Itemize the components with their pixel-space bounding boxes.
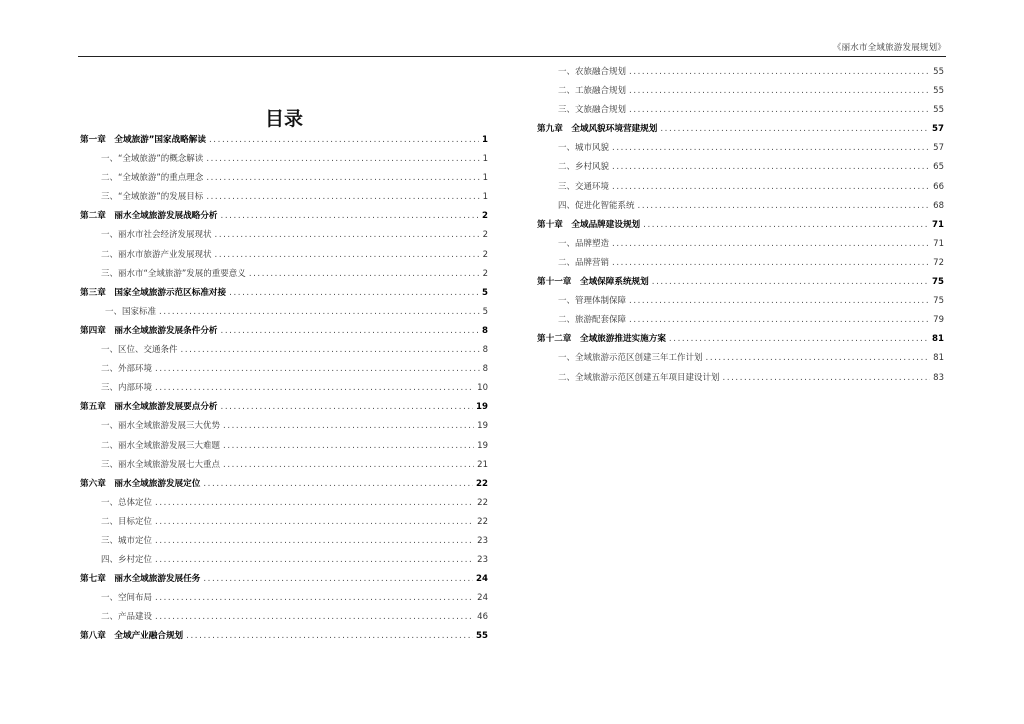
toc-entry-title: 一、丽水全域旅游发展三大优势 bbox=[101, 421, 221, 432]
toc-leader-dots bbox=[215, 250, 480, 260]
toc-entry-page: 8 bbox=[482, 325, 488, 336]
toc-section-entry[interactable] bbox=[80, 496, 488, 515]
toc-entry-page: 2 bbox=[482, 249, 488, 260]
toc-chapter-entry[interactable] bbox=[80, 629, 488, 648]
toc-leader-dots bbox=[723, 373, 931, 383]
toc-leader-dots bbox=[203, 479, 473, 489]
toc-leader-dots bbox=[629, 315, 930, 325]
toc-entry-title: 二、产品建设 bbox=[101, 612, 153, 623]
toc-entry-title: 第五章 丽水全域旅游发展要点分析 bbox=[80, 402, 218, 413]
toc-section-entry[interactable] bbox=[80, 591, 488, 610]
toc-entry-page: 5 bbox=[482, 287, 488, 298]
toc-entry-page: 1 bbox=[482, 135, 488, 145]
toc-section-entry[interactable] bbox=[80, 419, 488, 438]
toc-entry-page: 21 bbox=[477, 459, 488, 470]
toc-entry-page: 71 bbox=[933, 238, 944, 249]
toc-entry-title: 第十章 全域品牌建设规划 bbox=[537, 219, 641, 230]
toc-entry-page: 65 bbox=[933, 162, 944, 173]
toc-entry-title: 第十二章 全域旅游推进实施方案 bbox=[537, 334, 666, 345]
toc-leader-dots bbox=[221, 326, 480, 336]
toc-entry-title: 三、城市定位 bbox=[101, 535, 153, 546]
toc-leader-dots bbox=[249, 269, 480, 279]
toc-entry-page: 19 bbox=[477, 421, 488, 432]
toc-chapter-entry[interactable] bbox=[80, 400, 488, 419]
toc-column-right bbox=[537, 65, 944, 390]
toc-entry-page: 55 bbox=[933, 67, 944, 77]
toc-leader-dots bbox=[643, 220, 929, 230]
toc-entry-page: 1 bbox=[482, 192, 488, 203]
toc-leader-dots bbox=[155, 593, 474, 603]
toc-entry-title: 一、丽水市社会经济发展现状 bbox=[101, 230, 212, 241]
toc-section-entry[interactable] bbox=[80, 381, 488, 400]
toc-entry-page: 19 bbox=[477, 440, 488, 451]
toc-leader-dots bbox=[221, 402, 474, 412]
toc-section-entry[interactable] bbox=[537, 199, 944, 218]
toc-entry-page: 8 bbox=[482, 345, 488, 356]
toc-entry-page: 22 bbox=[477, 497, 488, 508]
toc-entry-page: 55 bbox=[933, 105, 944, 116]
toc-entry-title: 二、丽水全域旅游发展三大难题 bbox=[101, 440, 221, 451]
toc-entry-title: 二、工旅融合规划 bbox=[558, 86, 627, 97]
toc-entry-page: 1 bbox=[482, 154, 488, 165]
toc-section-entry[interactable] bbox=[537, 351, 944, 370]
toc-entry-page: 68 bbox=[933, 200, 944, 211]
toc-section-entry[interactable] bbox=[537, 160, 944, 179]
toc-entry-title: 三、内部环境 bbox=[101, 383, 153, 394]
toc-section-entry[interactable] bbox=[80, 439, 488, 458]
toc-entry-page: 24 bbox=[477, 593, 488, 604]
toc-leader-dots bbox=[155, 555, 474, 565]
toc-entry-page: 66 bbox=[933, 181, 944, 192]
toc-entry-page: 83 bbox=[933, 372, 944, 383]
toc-entry-page: 22 bbox=[477, 516, 488, 527]
toc-entry-page: 57 bbox=[932, 124, 944, 135]
toc-entry-page: 57 bbox=[933, 143, 944, 154]
toc-entry-title: 二、旅游配套保障 bbox=[558, 315, 627, 326]
toc-leader-dots bbox=[669, 334, 929, 344]
toc-leader-dots bbox=[652, 277, 929, 287]
toc-leader-dots bbox=[629, 296, 930, 306]
toc-leader-dots bbox=[223, 460, 474, 470]
toc-leader-dots bbox=[206, 192, 479, 202]
toc-entry-title: 一、城市风貌 bbox=[558, 143, 610, 154]
toc-entry-title: 二、乡村风貌 bbox=[558, 162, 610, 173]
toc-entry-title: 一、区位、交通条件 bbox=[101, 345, 178, 356]
toc-section-entry[interactable] bbox=[537, 180, 944, 199]
toc-section-entry[interactable] bbox=[80, 534, 488, 553]
toc-entry-page: 79 bbox=[933, 315, 944, 326]
toc-entry-page: 2 bbox=[482, 211, 488, 222]
toc-entry-title: 四、乡村定位 bbox=[101, 555, 153, 566]
toc-entry-page: 23 bbox=[477, 535, 488, 546]
toc-leader-dots bbox=[155, 612, 474, 622]
toc-entry-page: 8 bbox=[482, 364, 488, 375]
toc-entry-title: 第八章 全域产业融合规划 bbox=[80, 631, 184, 642]
running-header: 《丽水市全域旅游发展规划》 bbox=[832, 43, 946, 53]
toc-entry-page: 19 bbox=[476, 402, 488, 413]
toc-chapter-entry[interactable] bbox=[537, 275, 944, 294]
toc-entry-title: 第十一章 全域保障系统规划 bbox=[537, 277, 649, 288]
toc-chapter-entry[interactable] bbox=[80, 324, 488, 343]
toc-chapter-entry[interactable] bbox=[80, 133, 488, 152]
toc-section-entry[interactable] bbox=[80, 228, 488, 247]
toc-leader-dots bbox=[612, 258, 930, 268]
toc-section-entry[interactable] bbox=[537, 371, 944, 390]
toc-leader-dots bbox=[209, 135, 479, 145]
toc-entry-title: 三、丽水市“全域旅游”发展的重要意义 bbox=[101, 268, 246, 279]
toc-entry-page: 23 bbox=[477, 555, 488, 566]
toc-column-left bbox=[80, 133, 488, 649]
toc-chapter-entry[interactable] bbox=[537, 218, 944, 237]
toc-section-entry[interactable] bbox=[537, 256, 944, 275]
toc-entry-page: 75 bbox=[933, 296, 944, 307]
toc-leader-dots bbox=[155, 383, 474, 393]
toc-section-entry[interactable] bbox=[537, 65, 944, 84]
toc-leader-dots bbox=[203, 574, 473, 584]
toc-entry-title: 第三章 国家全域旅游示范区标准对接 bbox=[80, 287, 227, 298]
toc-entry-title: 二、全域旅游示范区创建五年项目建设计划 bbox=[558, 372, 720, 383]
toc-entry-title: 四、促进化智能系统 bbox=[558, 200, 635, 211]
toc-section-entry[interactable] bbox=[80, 248, 488, 267]
toc-entry-title: 第七章 丽水全域旅游发展任务 bbox=[80, 574, 201, 585]
toc-entry-page: 2 bbox=[482, 268, 488, 279]
toc-entry-page: 46 bbox=[477, 612, 488, 623]
toc-leader-dots bbox=[638, 201, 931, 211]
toc-chapter-entry[interactable] bbox=[80, 286, 488, 305]
toc-section-entry[interactable] bbox=[80, 515, 488, 534]
toc-entry-page: 71 bbox=[932, 219, 944, 230]
toc-section-entry[interactable] bbox=[537, 141, 944, 160]
toc-section-entry[interactable] bbox=[537, 294, 944, 313]
toc-entry-title: 一、品牌塑造 bbox=[558, 238, 610, 249]
toc-leader-dots bbox=[155, 517, 474, 527]
toc-leader-dots bbox=[629, 86, 930, 96]
toc-leader-dots bbox=[223, 441, 474, 451]
toc-chapter-entry[interactable] bbox=[80, 209, 488, 228]
toc-leader-dots bbox=[223, 421, 474, 431]
toc-leader-dots bbox=[612, 162, 930, 172]
toc-entry-title: 二、“全域旅游”的重点理念 bbox=[101, 173, 204, 184]
toc-section-entry[interactable] bbox=[80, 610, 488, 629]
toc-title: 目录 bbox=[264, 108, 303, 130]
toc-entry-title: 第六章 丽水全域旅游发展定位 bbox=[80, 478, 201, 489]
toc-entry-title: 第二章 丽水全域旅游发展战略分析 bbox=[80, 211, 218, 222]
toc-leader-dots bbox=[181, 345, 480, 355]
toc-section-entry[interactable] bbox=[537, 237, 944, 256]
toc-chapter-entry[interactable] bbox=[80, 572, 488, 591]
toc-leader-dots bbox=[159, 307, 480, 317]
toc-leader-dots bbox=[206, 173, 479, 183]
toc-entry-title: 一、管理体制保障 bbox=[558, 296, 627, 307]
toc-chapter-entry[interactable] bbox=[80, 477, 488, 496]
toc-chapter-entry[interactable] bbox=[537, 122, 944, 141]
toc-entry-title: 一、国家标准 bbox=[105, 306, 157, 317]
toc-entry-title: 一、总体定位 bbox=[101, 497, 153, 508]
toc-entry-title: 一、全域旅游示范区创建三年工作计划 bbox=[558, 353, 703, 364]
toc-leader-dots bbox=[155, 364, 480, 374]
toc-entry-page: 72 bbox=[933, 257, 944, 268]
toc-leader-dots bbox=[612, 143, 930, 153]
toc-leader-dots bbox=[612, 239, 930, 249]
toc-leader-dots bbox=[155, 498, 474, 508]
toc-entry-page: 1 bbox=[482, 173, 488, 184]
toc-section-entry[interactable] bbox=[537, 103, 944, 122]
toc-entry-page: 10 bbox=[477, 383, 488, 394]
toc-section-entry[interactable] bbox=[80, 458, 488, 477]
toc-entry-title: 第四章 丽水全域旅游发展条件分析 bbox=[80, 325, 218, 336]
toc-entry-title: 二、目标定位 bbox=[101, 516, 153, 527]
toc-section-entry[interactable] bbox=[80, 305, 488, 324]
toc-entry-title: 三、交通环境 bbox=[558, 181, 610, 192]
toc-section-entry[interactable] bbox=[80, 152, 488, 171]
toc-entry-page: 81 bbox=[933, 353, 944, 364]
toc-chapter-entry[interactable] bbox=[537, 332, 944, 351]
toc-entry-title: 第一章 全域旅游”国家战略解读 bbox=[80, 135, 206, 145]
header-rule bbox=[78, 56, 946, 57]
toc-leader-dots bbox=[186, 631, 473, 641]
toc-leader-dots bbox=[206, 154, 479, 164]
toc-leader-dots bbox=[221, 211, 480, 221]
toc-entry-title: 一、空间布局 bbox=[101, 593, 153, 604]
toc-entry-title: 一、农旅融合规划 bbox=[558, 67, 627, 77]
toc-section-entry[interactable] bbox=[80, 362, 488, 381]
toc-leader-dots bbox=[629, 67, 930, 77]
toc-section-entry[interactable] bbox=[537, 84, 944, 103]
toc-entry-title: 三、文旅融合规划 bbox=[558, 105, 627, 116]
toc-section-entry[interactable] bbox=[537, 313, 944, 332]
toc-section-entry[interactable] bbox=[80, 343, 488, 362]
toc-section-entry[interactable] bbox=[80, 267, 488, 286]
toc-leader-dots bbox=[660, 124, 929, 134]
toc-leader-dots bbox=[215, 230, 480, 240]
toc-leader-dots bbox=[229, 288, 479, 298]
toc-entry-page: 22 bbox=[476, 478, 488, 489]
toc-entry-page: 24 bbox=[476, 574, 488, 585]
toc-entry-title: 三、“全域旅游”的发展目标 bbox=[101, 192, 204, 203]
toc-section-entry[interactable] bbox=[80, 190, 488, 209]
toc-section-entry[interactable] bbox=[80, 553, 488, 572]
toc-entry-page: 55 bbox=[933, 86, 944, 97]
toc-entry-page: 2 bbox=[482, 230, 488, 241]
toc-entry-title: 三、丽水全域旅游发展七大重点 bbox=[101, 459, 221, 470]
toc-leader-dots bbox=[155, 536, 474, 546]
toc-leader-dots bbox=[706, 353, 931, 363]
toc-entry-title: 二、外部环境 bbox=[101, 364, 153, 375]
toc-section-entry[interactable] bbox=[80, 171, 488, 190]
toc-entry-page: 55 bbox=[476, 631, 488, 642]
toc-leader-dots bbox=[629, 105, 930, 115]
toc-leader-dots bbox=[612, 182, 930, 192]
toc-entry-page: 75 bbox=[932, 277, 944, 288]
toc-entry-title: 二、品牌营销 bbox=[558, 257, 610, 268]
toc-entry-title: 一、“全域旅游”的概念解读 bbox=[101, 154, 204, 165]
toc-entry-title: 二、丽水市旅游产业发展现状 bbox=[101, 249, 212, 260]
toc-entry-title: 第九章 全域风貌环境营建规划 bbox=[537, 124, 658, 135]
toc-entry-page: 5 bbox=[482, 306, 488, 317]
toc-entry-page: 81 bbox=[932, 334, 944, 345]
